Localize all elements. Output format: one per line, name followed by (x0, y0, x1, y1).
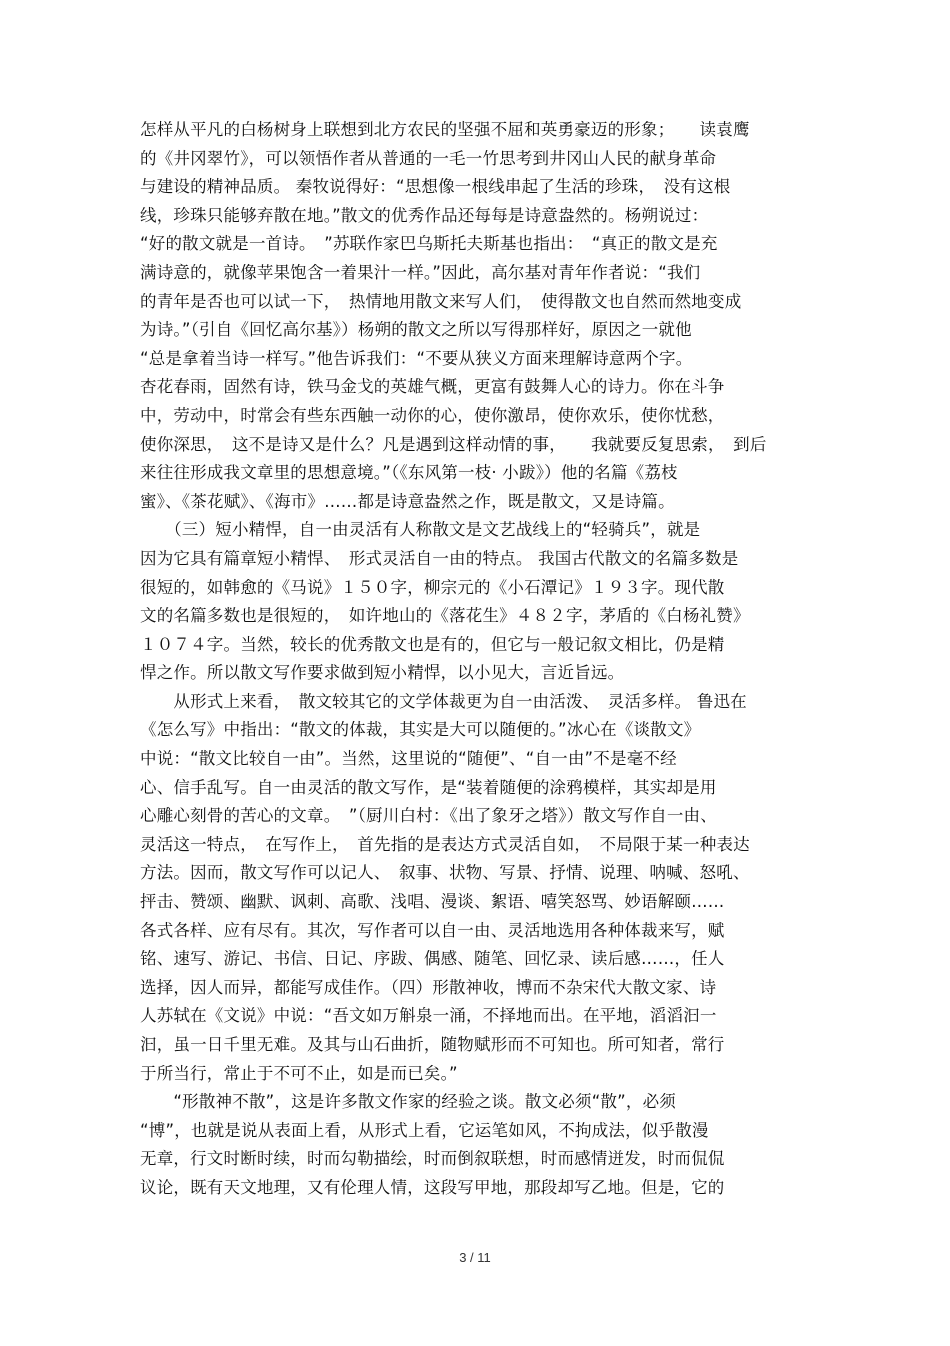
text-line: 心雕心刻骨的苦心的文章。 ”（厨川白村：《出了象牙之塔》）散文写作自一由、 (140, 806, 717, 826)
text-line: 怎样从平凡的白杨树身上联想到北方农民的坚强不屈和英勇豪迈的形象； 读袁鹰 (140, 120, 750, 139)
text-line: 抨击、赞颂、幽默、讽刺、高歌、浅唱、漫谈、絮语、嘻笑怒骂、妙语解颐…… (140, 892, 725, 912)
text-line: 人苏轼在《文说》中说：“吾文如万斛泉一涌，不择地而出。在平地，滔滔汩一 (140, 1006, 717, 1026)
text-line: 的《井冈翠竹》，可以领悟作者从普通的一毛一竹思考到井冈山人民的献身革命 (140, 148, 717, 168)
text-line: 文的名篇多数也是很短的， 如许地山的《落花生》４８２字，茅盾的《白杨礼赞》 (140, 606, 750, 626)
text-line: 悍之作。所以散文写作要求做到短小精悍，以小见大，言近旨远。 (140, 663, 625, 683)
text-line: 蜜》、《茶花赋》、《海市》……都是诗意盎然之作，既是散文，又是诗篇。 (140, 491, 675, 511)
text-line: 选择，因人而异，都能写成佳作。（四）形散神收，博而不杂宋代大散文家、诗 (140, 977, 717, 997)
text-line: 满诗意的，就像苹果饱含一着果汁一样。”因此，高尔基对青年作者说：“我们 (140, 262, 701, 282)
text-line: 议论，既有天文地理，又有伦理人情，这段写甲地，那段却写乙地。但是，它的 (140, 1177, 725, 1197)
text-line: “形散神不散”，这是许多散文作家的经验之谈。散文必须“散”，必须 (140, 1092, 676, 1112)
text-line: “总是拿着当诗一样写。”他告诉我们：“不要从狭义方面来理解诗意两个字。 (140, 348, 693, 368)
body-text (140, 116, 820, 1203)
text-line: 无章，行文时断时续，时而勾勒描绘，时而倒叙联想，时而感情迸发，时而侃侃 (140, 1149, 725, 1169)
text-line: 铭、速写、游记、书信、日记、序跋、偶感、随笔、回忆录、读后感……，任人 (140, 949, 725, 969)
text-line: 汩，虽一日千里无难。及其与山石曲折，随物赋形而不可知也。所可知者，常行 (140, 1035, 725, 1054)
text-line: 的青年是否也可以试一下， 热情地用散文来写人们， 使得散文也自然而然地变成 (140, 291, 742, 311)
text-line: 很短的，如韩愈的《马说》１５０字，柳宗元的《小石潭记》１９３字。现代散 (140, 577, 725, 597)
text-line: 灵活这一特点， 在写作上， 首先指的是表达方式灵活自如， 不局限于某一种表达 (140, 834, 750, 854)
text-line: 来往往形成我文章里的思想意境。”（《东风第一枝· 小跋》）他的名篇《荔枝 (140, 463, 678, 483)
text-line: （三）短小精悍，自一由灵活有人称散文是文艺战线上的“轻骑兵”，就是 (140, 520, 701, 540)
text-line: 杏花春雨，固然有诗，铁马金戈的英雄气概，更富有鼓舞人心的诗力。你在斗争 (140, 377, 725, 397)
text-line: １０７４字。当然，较长的优秀散文也是有的，但它与一般记叙文相比，仍是精 (140, 634, 725, 654)
text-line: 使你深思， 这不是诗又是什么？凡是遇到这样动情的事， 我就要反复思索， 到后 (140, 434, 767, 454)
text-line: 为诗。”（引自《回忆高尔基》）杨朔的散文之所以写得那样好，原因之一就他 (140, 320, 692, 340)
text-line: “好的散文就是一首诗。 ”苏联作家巴乌斯托夫斯基也指出： “真正的散文是充 (140, 234, 718, 254)
text-line: “博”，也就是说从表面上看，从形式上看，它运笔如风，不拘成法，似乎散漫 (140, 1120, 709, 1140)
text-line: 《怎么写》中指出：“散文的体裁，其实是大可以随便的。”冰心在《谈散文》 (140, 720, 701, 740)
text-line: 中，劳动中，时常会有些东西触一动你的心，使你激昂，使你欢乐，使你忧愁， (140, 405, 725, 425)
page-number: 3 / 11 (459, 1250, 491, 1265)
text-line: 方法。因而，散文写作可以记人、 叙事、状物、写景、抒情、说理、呐喊、怒吼、 (140, 863, 750, 883)
text-line: 于所当行，常止于不可不止，如是而已矣。” (140, 1063, 458, 1083)
text-line: 心、信手乱写。自一由灵活的散文写作，是“装着随便的涂鸦模样，其实却是用 (140, 777, 717, 797)
text-line: 从形式上来看， 散文较其它的文学体裁更为自一由活泼、 灵活多样。 鲁迅在 (140, 691, 747, 711)
text-line: 因为它具有篇章短小精悍、 形式灵活自一由的特点。 我国古代散文的名篇多数是 (140, 548, 739, 568)
text-line: 线，珍珠只能够弃散在地。”散文的优秀作品还每每是诗意盎然的。杨朔说过： (140, 205, 709, 225)
text-line: 各式各样、应有尽有。其次，写作者可以自一由、灵活地选用各种体裁来写，赋 (140, 920, 725, 940)
text-line: 与建设的精神品质。 秦牧说得好：“思想像一根线串起了生活的珍珠， 没有这根 (140, 177, 731, 197)
text-line: 中说：“散文比较自一由”。当然，这里说的“随便”、“自一由”不是毫不经 (140, 749, 677, 769)
